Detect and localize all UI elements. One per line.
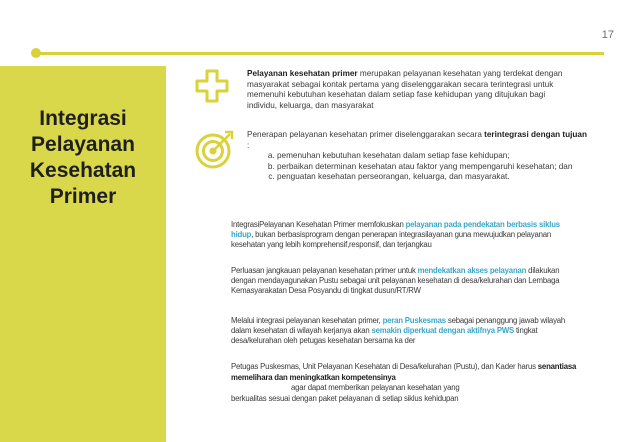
target-dart-icon bbox=[194, 128, 236, 170]
integration-goals bbox=[247, 130, 587, 183]
paragraph-life-cycle: IntegrasiPelayanan Kesehatan Primer memfokuskan pelayanan pada pendekatan berbasis siklus hidup, bukan berbasisprogram dengan penerapan integrasilayanan guna mewujudkan pelayanan kesehatan yang lebih komprehensif,responsif, dan terjangkau bbox=[231, 220, 560, 249]
header-rule bbox=[37, 52, 604, 55]
sidebar-title bbox=[0, 106, 166, 210]
emphasis-competency: senantiasa memelihara dan meningkatkan kompetensinya bbox=[231, 362, 577, 382]
sidebar-title-line: Primer bbox=[49, 185, 117, 208]
highlight-life-cycle: pelayanan pada pendekatan berbasis siklus hidup bbox=[231, 220, 560, 239]
sidebar-title-line: Pelayanan bbox=[31, 133, 135, 156]
sidebar-title-line: Kesehatan bbox=[29, 159, 137, 182]
highlight-pws: semakin diperkuat dengan aktifnya PWS bbox=[371, 326, 514, 335]
goals-intro: Penerapan pelayanan kesehatan primer diselenggarakan secara terintegrasi dengan tujuan : bbox=[247, 130, 587, 150]
goals-list bbox=[247, 151, 587, 183]
list-item: c. penguatan kesehatan perseorangan, keluarga, dan masyarakat. bbox=[277, 172, 587, 183]
highlight-puskesmas: peran Puskesmas bbox=[382, 316, 446, 325]
paragraph-access-expansion: Perluasan jangkauan pelayanan kesehatan primer untuk mendekatkan akses pelayanan dilakukan dengan mendayagunakan Pustu sebagai unit pelayanan kesehatan di desa/kelurahan dan Lembaga Kemasyarakatan Desa Posyandu di tingkat dusun/RT/RW bbox=[231, 266, 560, 295]
definition-text: merupakan pelayanan kesehatan yang terdekat dengan masyarakat sebagai kontak pertama yang diselenggarakan secara terintegrasi untuk memenuhi kebutuhan kesehatan dalam setiap fase kehidupan yang ditujukan bagi individu, keluarga, dan masyarakat bbox=[247, 69, 563, 110]
term-primary-care: Pelayanan kesehatan primer bbox=[247, 69, 358, 78]
paragraph-puskesmas-role: Melalui integrasi pelayanan kesehatan primer, peran Puskesmas sebagai penanggung jawab wilayah dalam kesehatan di wilayah kerjanya akan semakin diperkuat dengan aktifnya PWS tingkat desa/kelurahan oleh petugas kesehatan bersama ka der bbox=[231, 316, 566, 345]
medical-cross-icon bbox=[192, 66, 232, 106]
list-item: a. pemenuhan kebutuhan kesehatan dalam setiap fase kehidupan; bbox=[277, 151, 587, 162]
primary-care-definition bbox=[247, 69, 572, 111]
list-item: b. perbaikan determinan kesehatan atau faktor yang mempengaruhi kesehatan; dan bbox=[277, 162, 587, 173]
competency-line-3: berkualitas sesuai dengan paket pelayanan di setiap siklus kehidupan bbox=[231, 393, 459, 403]
highlight-access: mendekatkan akses pelayanan bbox=[417, 266, 527, 275]
paragraph-competency: Petugas Puskesmas, Unit Pelayanan Kesehatan di Desa/kelurahan (Pustu), dan Kader harus senantiasa memelihara dan meningkatkan kompetensinya agar dapat memberikan pelayanan kesehatan yang berkualitas sesuai dengan paket pelayanan di setiap siklus kehidupan bbox=[231, 362, 579, 404]
competency-line-2: agar dapat memberikan pelayanan kesehatan yang bbox=[291, 383, 460, 392]
page-number: 17 bbox=[601, 29, 614, 41]
sidebar-title-line: Integrasi bbox=[39, 107, 127, 130]
